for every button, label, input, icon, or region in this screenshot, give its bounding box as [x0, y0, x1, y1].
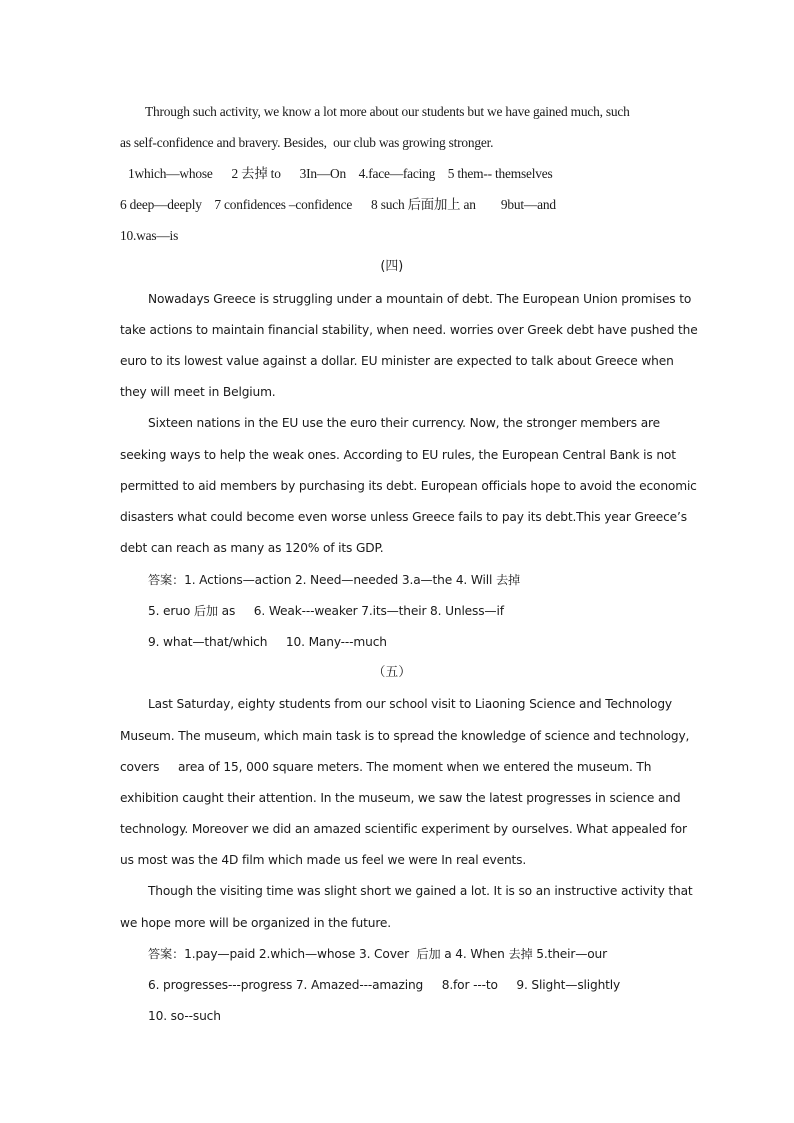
answer-line: 5. eruo 后加 as 6. Weak---weaker 7.its—their 8. Unless—if: [148, 604, 504, 618]
paragraph-line: technology. Moreover we did an amazed scientific experiment by ourselves. What appealed for: [120, 822, 687, 836]
paragraph-line: Nowadays Greece is struggling under a mountain of debt. The European Union promises to: [148, 292, 692, 306]
paragraph-line: take actions to maintain financial stability, when need. worries over Greek debt have pushed the: [120, 323, 698, 337]
paragraph-line: exhibition caught their attention. In the museum, we saw the latest progresses in science and: [120, 791, 681, 805]
paragraph-line: euro to its lowest value against a dollar. EU minister are expected to talk about Greece when: [120, 354, 674, 368]
paragraph-line: disasters what could become even worse unless Greece fails to pay its debt.This year Greece’s: [120, 510, 687, 524]
answer-line: 1which—whose 2 去掉 to 3In—On 4.face—facing 5 them-- themselves: [128, 166, 553, 181]
answer-line: 答案：1.pay—paid 2.which—whose 3. Cover 后加 a 4. When 去掉 5.their—our: [148, 947, 607, 961]
answer-line: 6. progresses---progress 7. Amazed---amazing 8.for ---to 9. Slight—slightly: [148, 978, 621, 992]
paragraph-line: we hope more will be organized in the future.: [120, 916, 391, 930]
paragraph-line: Museum. The museum, which main task is to spread the knowledge of science and technology,: [120, 729, 690, 743]
answer-line: 6 deep—deeply 7 confidences –confidence 8 such 后面加上 an 9but—and: [120, 197, 556, 212]
paragraph-line: Through such activity, we know a lot more about our students but we have gained much, such: [145, 104, 630, 119]
section-heading: (四): [380, 259, 404, 274]
answer-line: 10. so--such: [148, 1009, 221, 1023]
answer-line: 10.was—is: [120, 228, 179, 243]
paragraph-line: they will meet in Belgium.: [120, 385, 276, 399]
paragraph-line: seeking ways to help the weak ones. According to EU rules, the European Central Bank is not: [120, 448, 676, 462]
paragraph-line: as self-confidence and bravery. Besides, our club was growing stronger.: [120, 135, 494, 150]
paragraph-line: Sixteen nations in the EU use the euro their currency. Now, the stronger members are: [148, 416, 660, 430]
paragraph-line: debt can reach as many as 120% of its GDP.: [120, 541, 384, 555]
paragraph-line: Last Saturday, eighty students from our school visit to Liaoning Science and Technology: [148, 697, 672, 711]
paragraph-line: permitted to aid members by purchasing its debt. European officials hope to avoid the economic: [120, 479, 697, 493]
section-heading: （五）: [372, 665, 412, 680]
answer-line: 9. what—that/which 10. Many---much: [148, 635, 387, 649]
answer-line: 答案：1. Actions—action 2. Need—needed 3.a—the 4. Will 去掉: [148, 573, 521, 587]
paragraph-line: Though the visiting time was slight short we gained a lot. It is so an instructive activity that: [148, 884, 693, 898]
paragraph-line: us most was the 4D film which made us feel we were In real events.: [120, 853, 527, 867]
paragraph-line: covers area of 15, 000 square meters. The moment when we entered the museum. Th: [120, 760, 652, 774]
